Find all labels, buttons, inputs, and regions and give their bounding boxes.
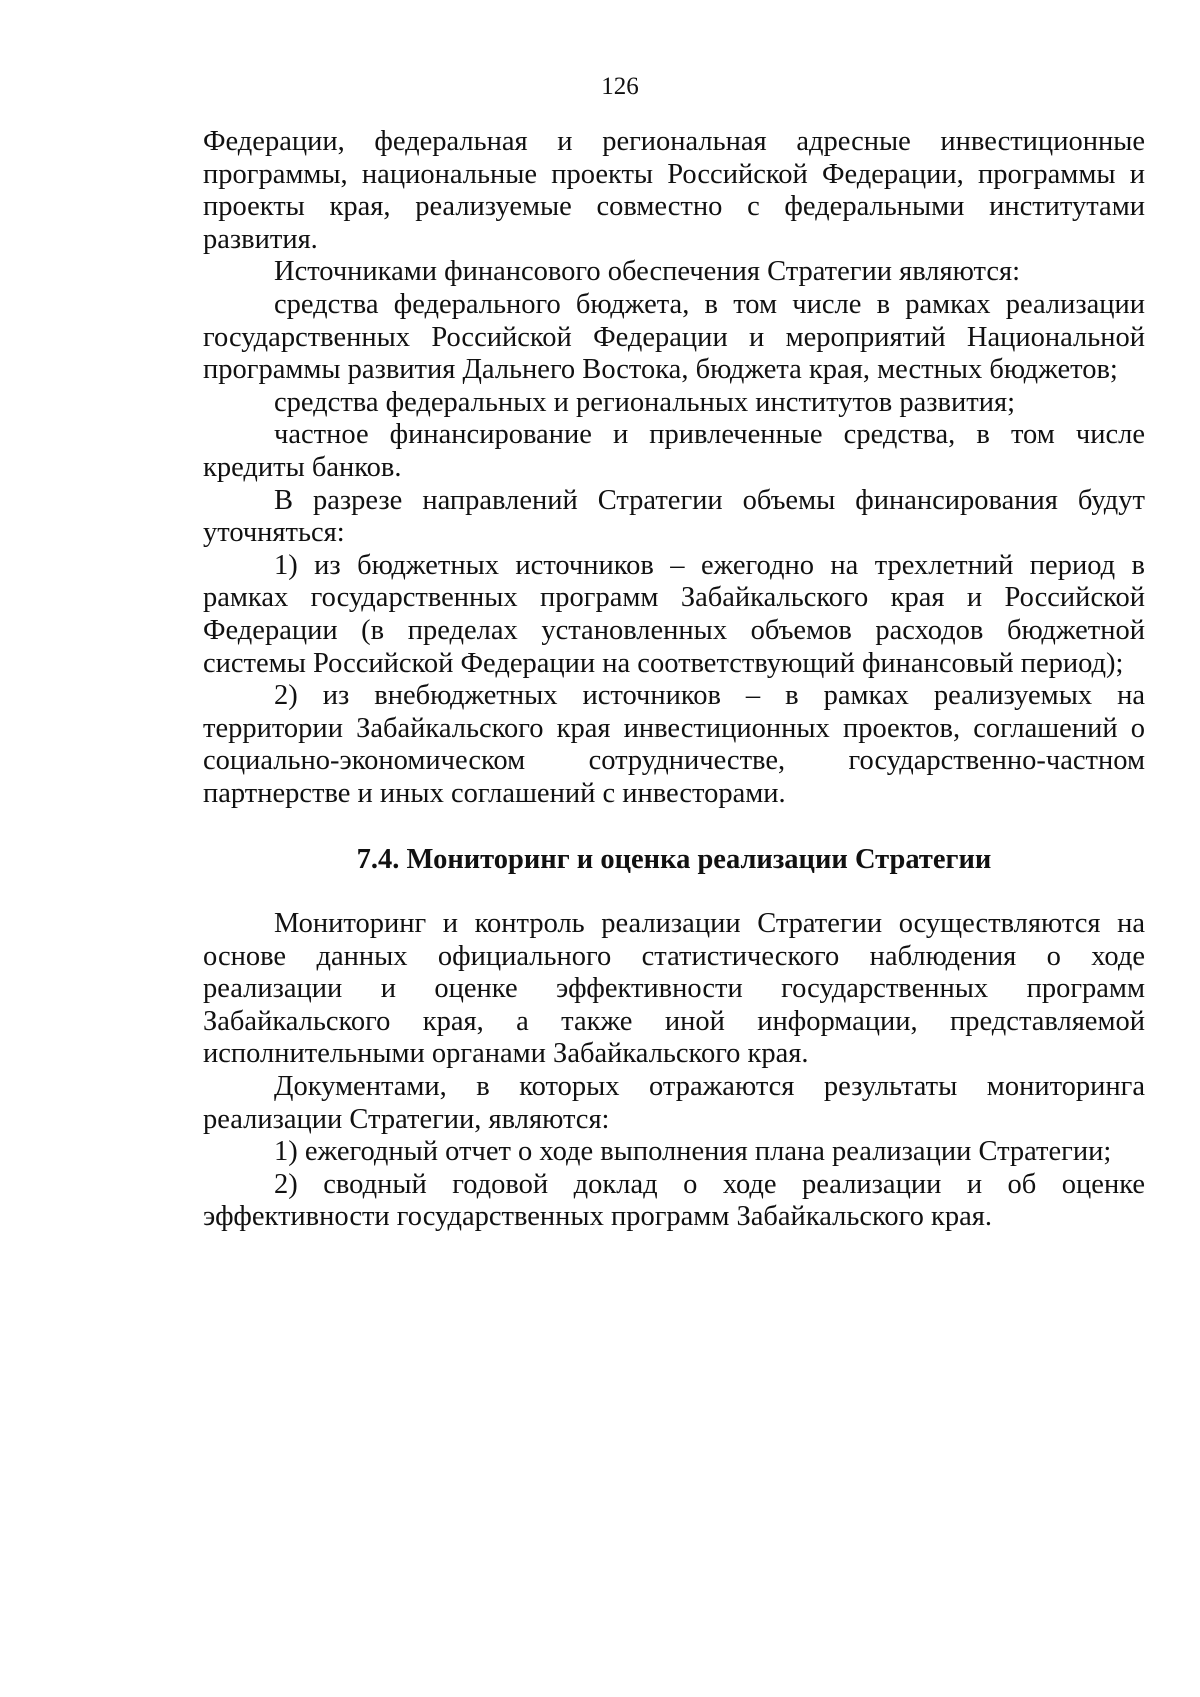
paragraph-development-institutes: средства федеральных и региональных институтов развития; <box>274 386 1015 418</box>
paragraph-funding-sources-intro: Источниками финансового обеспечения Стратегии являются: <box>274 256 1021 288</box>
paragraph-federal-budget: средства федерального бюджета, в том числе в рамках реализации государственных Российской Федерации и мероприятий Национальной программы развития Дальнего Востока, бюджета края, местных бюджетов; <box>203 288 1145 386</box>
paragraph-private-financing: частное финансирование и привлеченные средства, в том числе кредиты банков. <box>203 419 1145 483</box>
list-item-budget-sources: 1) из бюджетных источников – ежегодно на трехлетний период в рамках государственных программ Забайкальского края и Российской Федерации (в пределах установленных объемов расходов бюджетной системы Российской Федерации на соответствующий финансовый период); <box>203 549 1145 679</box>
paragraph-continuation: Федерации, федеральная и региональная адресные инвестиционные программы, национальные проекты Российской Федерации, программы и проекты края, реализуемые совместно с федеральными институтами развития. <box>203 126 1145 255</box>
list-item-summary-report: 2) сводный годовой доклад о ходе реализации и об оценке эффективности государственных программ Забайкальского края. <box>203 1168 1145 1233</box>
list-item-annual-report: 1) ежегодный отчет о ходе выполнения плана реализации Стратегии; <box>274 1136 1112 1168</box>
paragraph-documents-intro: Документами, в которых отражаются результаты мониторинга реализации Стратегии, являются: <box>203 1071 1145 1135</box>
paragraph-financing-volumes: В разрезе направлений Стратегии объемы финансирования будут уточняться: <box>203 484 1145 549</box>
page-number: 126 <box>601 73 639 100</box>
paragraph-monitoring: Мониторинг и контроль реализации Стратегии осуществляются на основе данных официального статистического наблюдения о ходе реализации и оценке эффективности государственных программ Забайкальского края, а также иной информации, представляемой исполнительными органами Забайкальского края. <box>203 908 1145 1070</box>
section-heading: 7.4. Мониторинг и оценка реализации Стратегии <box>356 844 992 876</box>
document-body <box>203 126 1145 1234</box>
list-item-extrabudget-sources: 2) из внебюджетных источников – в рамках реализуемых на территории Забайкальского края инвестиционных проектов, соглашений о социально-экономическом сотрудничестве, государственно-частном партнерстве и иных соглашений с инвесторами. <box>203 680 1145 809</box>
